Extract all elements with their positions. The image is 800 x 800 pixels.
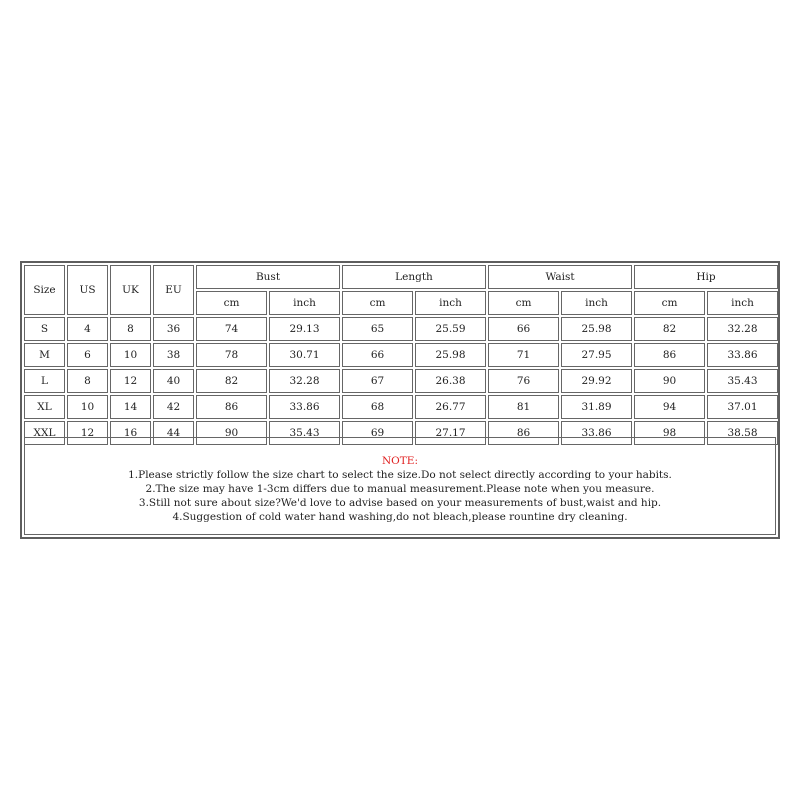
note-line: 2.The size may have 1-3cm differs due to manual measurement.Please note when you measure. — [145, 483, 655, 495]
cell-length-inch: 25.98 — [415, 343, 486, 367]
note-line: 4.Suggestion of cold water hand washing,do not bleach,please rountine dry cleaning. — [172, 511, 628, 523]
unit-bust-inch: inch — [269, 291, 340, 315]
cell-size: M — [24, 343, 65, 367]
cell-us: 12 — [67, 421, 108, 445]
cell-waist-cm: 71 — [488, 343, 559, 367]
cell-uk: 10 — [110, 343, 151, 367]
cell-uk: 14 — [110, 395, 151, 419]
cell-bust-cm: 74 — [196, 317, 267, 341]
header-us: US — [67, 265, 108, 315]
cell-waist-inch: 25.98 — [561, 317, 632, 341]
cell-length-inch: 25.59 — [415, 317, 486, 341]
unit-length-inch: inch — [415, 291, 486, 315]
cell-bust-cm: 78 — [196, 343, 267, 367]
table-row — [24, 369, 778, 393]
cell-waist-inch: 33.86 — [561, 421, 632, 445]
cell-eu: 42 — [153, 395, 194, 419]
cell-uk: 12 — [110, 369, 151, 393]
cell-waist-cm: 66 — [488, 317, 559, 341]
cell-hip-inch: 32.28 — [707, 317, 778, 341]
cell-hip-inch: 38.58 — [707, 421, 778, 445]
cell-us: 10 — [67, 395, 108, 419]
table-row — [24, 343, 778, 367]
cell-waist-cm: 86 — [488, 421, 559, 445]
cell-hip-cm: 94 — [634, 395, 705, 419]
header-hip: Hip — [634, 265, 778, 289]
cell-waist-inch: 27.95 — [561, 343, 632, 367]
header-length: Length — [342, 265, 486, 289]
cell-eu: 38 — [153, 343, 194, 367]
unit-bust-cm: cm — [196, 291, 267, 315]
cell-bust-cm: 86 — [196, 395, 267, 419]
cell-bust-cm: 82 — [196, 369, 267, 393]
header-size: Size — [24, 265, 65, 315]
header-bust: Bust — [196, 265, 340, 289]
size-table — [22, 263, 780, 447]
cell-length-cm: 68 — [342, 395, 413, 419]
cell-hip-inch: 33.86 — [707, 343, 778, 367]
unit-waist-inch: inch — [561, 291, 632, 315]
cell-eu: 40 — [153, 369, 194, 393]
cell-hip-inch: 37.01 — [707, 395, 778, 419]
unit-hip-cm: cm — [634, 291, 705, 315]
cell-hip-inch: 35.43 — [707, 369, 778, 393]
cell-length-cm: 65 — [342, 317, 413, 341]
cell-eu: 44 — [153, 421, 194, 445]
cell-uk: 16 — [110, 421, 151, 445]
note-line: 1.Please strictly follow the size chart to select the size.Do not select directly according to your habits. — [128, 469, 672, 481]
cell-length-inch: 27.17 — [415, 421, 486, 445]
cell-waist-inch: 29.92 — [561, 369, 632, 393]
cell-length-cm: 69 — [342, 421, 413, 445]
table-row — [24, 395, 778, 419]
cell-us: 6 — [67, 343, 108, 367]
cell-hip-cm: 90 — [634, 369, 705, 393]
cell-waist-cm: 81 — [488, 395, 559, 419]
cell-size: L — [24, 369, 65, 393]
cell-bust-inch: 33.86 — [269, 395, 340, 419]
cell-length-inch: 26.38 — [415, 369, 486, 393]
table-row — [24, 317, 778, 341]
cell-us: 8 — [67, 369, 108, 393]
cell-length-cm: 66 — [342, 343, 413, 367]
cell-waist-inch: 31.89 — [561, 395, 632, 419]
note-title: NOTE: — [381, 455, 418, 467]
cell-bust-inch: 29.13 — [269, 317, 340, 341]
cell-size: XXL — [24, 421, 65, 445]
cell-bust-inch: 30.71 — [269, 343, 340, 367]
cell-length-cm: 67 — [342, 369, 413, 393]
cell-hip-cm: 86 — [634, 343, 705, 367]
unit-length-cm: cm — [342, 291, 413, 315]
cell-size: S — [24, 317, 65, 341]
cell-uk: 8 — [110, 317, 151, 341]
cell-us: 4 — [67, 317, 108, 341]
unit-waist-cm: cm — [488, 291, 559, 315]
cell-bust-inch: 35.43 — [269, 421, 340, 445]
cell-eu: 36 — [153, 317, 194, 341]
header-uk: UK — [110, 265, 151, 315]
unit-hip-inch: inch — [707, 291, 778, 315]
header-eu: EU — [153, 265, 194, 315]
cell-bust-inch: 32.28 — [269, 369, 340, 393]
size-chart — [20, 261, 780, 539]
note-line: 3.Still not sure about size?We'd love to advise based on your measurements of bust,waist and hip. — [138, 497, 662, 509]
cell-length-inch: 26.77 — [415, 395, 486, 419]
note-box — [24, 437, 776, 535]
cell-hip-cm: 82 — [634, 317, 705, 341]
cell-hip-cm: 98 — [634, 421, 705, 445]
cell-size: XL — [24, 395, 65, 419]
cell-bust-cm: 90 — [196, 421, 267, 445]
cell-waist-cm: 76 — [488, 369, 559, 393]
header-row-1 — [24, 265, 778, 289]
header-waist: Waist — [488, 265, 632, 289]
